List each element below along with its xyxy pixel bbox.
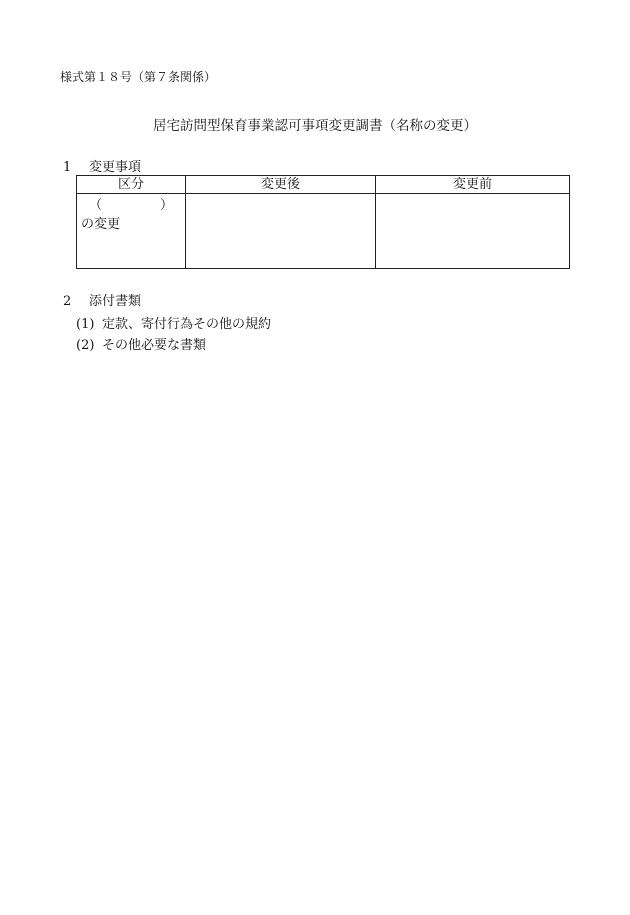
header-category: 区分 <box>77 176 186 194</box>
section-1-title: 変更事項 <box>89 160 142 175</box>
form-number: 様式第１８号（第７条関係） <box>60 70 217 84</box>
attachment-item <box>76 334 206 353</box>
section-2-heading <box>63 290 141 309</box>
table-header-row <box>77 176 570 194</box>
attachment-text: 定款、寄付行為その他の規約 <box>102 317 272 332</box>
section-1-heading <box>63 156 141 175</box>
table-row <box>77 194 570 269</box>
before-cell[interactable] <box>376 194 570 269</box>
header-after: 変更後 <box>186 176 376 194</box>
paren-close: ） <box>159 198 173 213</box>
attachment-index: (2) <box>76 338 95 353</box>
change-items-table <box>76 175 570 269</box>
header-before: 変更前 <box>376 176 570 194</box>
paren-open: （ <box>89 198 103 213</box>
attachment-text: その他必要な書類 <box>102 338 207 353</box>
attachment-item <box>76 313 271 332</box>
category-suffix: の変更 <box>81 217 121 232</box>
attachment-index: (1) <box>76 317 95 332</box>
section-1-number: 1 <box>63 160 72 175</box>
section-2-number: 2 <box>63 294 72 309</box>
document-title: 居宅訪問型保育事業認可事項変更調書（名称の変更） <box>153 118 477 134</box>
section-2-title: 添付書類 <box>89 294 142 309</box>
after-cell[interactable] <box>186 194 376 269</box>
category-paren-line <box>81 196 173 215</box>
category-cell[interactable] <box>77 194 186 269</box>
